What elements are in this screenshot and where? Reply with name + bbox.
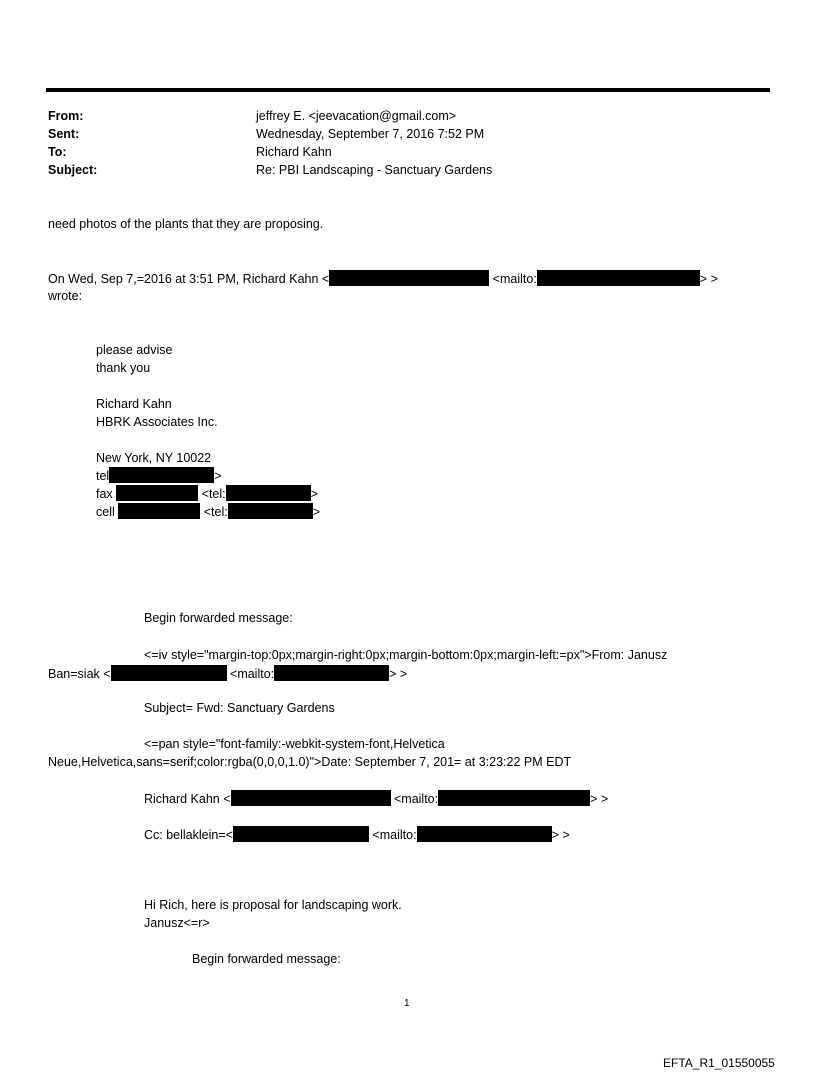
cell-close: > bbox=[312, 505, 321, 519]
iv-line-b-a: Ban=siak < bbox=[48, 667, 111, 681]
to-kahn-a: Richard Kahn < bbox=[144, 792, 231, 806]
page-number: 1 bbox=[404, 998, 410, 1009]
janusz: Janusz<=r> bbox=[144, 916, 210, 930]
begin-forwarded-2: Begin forwarded message: bbox=[192, 952, 341, 966]
to-label: To: bbox=[48, 145, 67, 159]
subject-label: Subject: bbox=[48, 163, 98, 177]
redaction-box bbox=[231, 790, 391, 806]
redaction-box bbox=[118, 503, 200, 519]
cc-a: Cc: bellaklein=< bbox=[144, 828, 233, 842]
redaction-box bbox=[116, 485, 198, 501]
redaction-box bbox=[226, 485, 311, 501]
header-rule bbox=[46, 88, 770, 92]
pan-line-continued: Neue,Helvetica,sans=serif;color:rgba(0,0,0,1.0)">Date: September 7, 201= at 3:23:22 PM EDT bbox=[48, 755, 572, 769]
signature-city: New York, NY 10022 bbox=[96, 451, 212, 465]
sent-value: Wednesday, September 7, 2016 7:52 PM bbox=[256, 127, 485, 141]
quote-intro-wrote: wrote: bbox=[48, 289, 83, 303]
iv-line-b-c: > > bbox=[389, 667, 408, 681]
signature-cell bbox=[96, 503, 320, 521]
from-label: From: bbox=[48, 109, 84, 123]
redaction-box bbox=[329, 270, 489, 286]
quote-intro bbox=[48, 270, 718, 288]
redaction-box bbox=[111, 665, 227, 681]
subject-value: Re: PBI Landscaping - Sanctuary Gardens bbox=[256, 163, 493, 177]
to-kahn-c: > > bbox=[590, 792, 609, 806]
quote-intro-text-a: On Wed, Sep 7,=2016 at 3:51 PM, Richard Kahn < bbox=[48, 272, 330, 286]
cc-b: <mailto: bbox=[368, 828, 417, 842]
quote-intro-text-c: > > bbox=[699, 272, 718, 286]
please-advise: please advise bbox=[96, 343, 173, 357]
forwarded-subject: Subject= Fwd: Sanctuary Gardens bbox=[144, 701, 335, 715]
from-value: jeffrey E. <jeevacation@gmail.com> bbox=[256, 109, 457, 123]
cc-c: > > bbox=[551, 828, 570, 842]
redaction-box bbox=[228, 503, 313, 519]
iv-line-continued bbox=[48, 665, 407, 683]
redaction-box bbox=[233, 826, 369, 842]
signature-tel bbox=[96, 467, 222, 485]
signature-fax bbox=[96, 485, 318, 503]
fax-label: fax bbox=[96, 487, 113, 501]
redaction-box bbox=[438, 790, 590, 806]
cell-mid: <tel: bbox=[203, 505, 228, 519]
document-id: EFTA_R1_01550055 bbox=[663, 1056, 775, 1070]
redaction-box bbox=[274, 665, 389, 681]
forwarded-cc bbox=[144, 826, 570, 844]
sent-label: Sent: bbox=[48, 127, 80, 141]
redaction-box bbox=[417, 826, 552, 842]
redaction-box bbox=[109, 467, 214, 483]
hi-rich: Hi Rich, here is proposal for landscaping work. bbox=[144, 898, 402, 912]
to-value: Richard Kahn bbox=[256, 145, 332, 159]
fax-close: > bbox=[310, 487, 318, 501]
reply-line: need photos of the plants that they are proposing. bbox=[48, 217, 324, 231]
signature-company: HBRK Associates Inc. bbox=[96, 415, 218, 429]
to-kahn-b: <mailto: bbox=[390, 792, 439, 806]
signature-name: Richard Kahn bbox=[96, 397, 172, 411]
pan-line: <=pan style="font-family:-webkit-system-font,Helvetica bbox=[144, 737, 445, 751]
forwarded-to bbox=[144, 790, 608, 808]
fax-mid: <tel: bbox=[201, 487, 226, 501]
begin-forwarded: Begin forwarded message: bbox=[144, 611, 293, 625]
tel-close: > bbox=[214, 469, 222, 483]
iv-line-b-b: <mailto: bbox=[226, 667, 275, 681]
tel-label: tel bbox=[96, 469, 110, 483]
redaction-box bbox=[537, 270, 700, 286]
thank-you: thank you bbox=[96, 361, 151, 375]
iv-line: <=iv style="margin-top:0px;margin-right:0px;margin-bottom:0px;margin-left:=px">From: Janusz bbox=[144, 648, 668, 662]
cell-label: cell bbox=[96, 505, 115, 519]
quote-intro-text-b: <mailto: bbox=[489, 272, 537, 286]
